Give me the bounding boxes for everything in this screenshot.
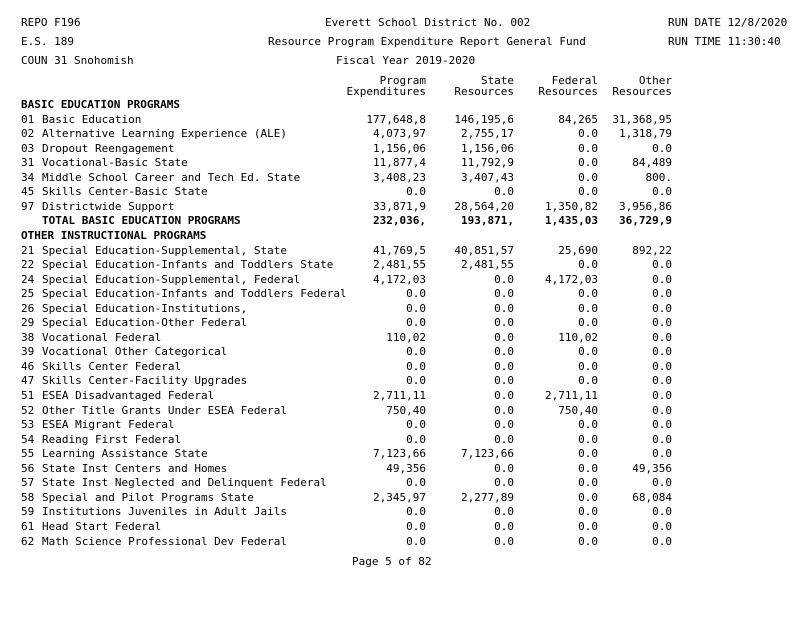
program-code: 22 bbox=[21, 258, 35, 272]
program-code: 58 bbox=[21, 490, 35, 504]
program-code: 02 bbox=[21, 127, 35, 141]
program-expenditure: 750,40 bbox=[386, 403, 426, 417]
page-number: Page 5 of 82 bbox=[352, 555, 432, 568]
col-header-program: Program bbox=[379, 74, 426, 87]
program-expenditure: 0.0 bbox=[406, 301, 426, 315]
state-resources: 3,407,43 bbox=[461, 170, 514, 184]
program-name: TOTAL BASIC EDUCATION PROGRAMS bbox=[42, 214, 241, 228]
state-resources: 0.0 bbox=[494, 403, 514, 417]
state-resources: 0.0 bbox=[494, 316, 514, 330]
other-resources: 0.0 bbox=[652, 345, 672, 359]
program-code: 47 bbox=[21, 374, 35, 388]
federal-resources: 2,711,11 bbox=[545, 389, 598, 402]
federal-resources: 0.0 bbox=[578, 185, 598, 199]
table-row bbox=[0, 491, 800, 505]
federal-resources: 0.0 bbox=[578, 505, 598, 519]
program-name: Special Education-Supplemental, Federal bbox=[42, 272, 301, 286]
program-name: Districtwide Support bbox=[42, 199, 175, 213]
program-name: Special Education-Infants and Toddlers Federal bbox=[42, 287, 347, 301]
table-row bbox=[0, 345, 800, 359]
program-expenditure: 41,769,5 bbox=[373, 243, 426, 257]
program-expenditure: 0.0 bbox=[406, 519, 426, 533]
other-resources: 892,22 bbox=[632, 243, 672, 257]
other-resources: 0.0 bbox=[652, 389, 672, 402]
run-date: RUN DATE 12/8/2020 bbox=[668, 16, 788, 29]
program-code: 34 bbox=[21, 170, 35, 184]
federal-resources: 0.0 bbox=[578, 476, 598, 490]
program-code: 55 bbox=[21, 447, 35, 461]
table-row bbox=[0, 273, 800, 287]
program-code: 51 bbox=[21, 389, 35, 402]
program-expenditure: 2,345,97 bbox=[373, 490, 426, 504]
federal-resources: 0.0 bbox=[578, 127, 598, 141]
program-code: 25 bbox=[21, 287, 35, 301]
program-name: ESEA Migrant Federal bbox=[42, 418, 175, 432]
table-row bbox=[0, 287, 800, 301]
program-expenditure: 0.0 bbox=[406, 534, 426, 548]
program-expenditure: 49,356 bbox=[386, 461, 426, 475]
state-resources: 2,277,89 bbox=[461, 490, 514, 504]
state-resources: 2,755,17 bbox=[461, 127, 514, 141]
other-resources: 0.0 bbox=[652, 403, 672, 417]
program-expenditure: 4,073,97 bbox=[373, 127, 426, 141]
other-resources: 0.0 bbox=[652, 519, 672, 533]
program-expenditure: 0.0 bbox=[406, 432, 426, 446]
program-code: 62 bbox=[21, 534, 35, 548]
table-row bbox=[0, 331, 800, 345]
state-resources: 0.0 bbox=[494, 461, 514, 475]
federal-resources: 0.0 bbox=[578, 534, 598, 548]
program-name: Special Education-Supplemental, State bbox=[42, 243, 288, 257]
col-header-federal-sub: Resources bbox=[538, 85, 598, 98]
program-expenditure: 2,481,55 bbox=[373, 258, 426, 272]
state-resources: 0.0 bbox=[494, 389, 514, 402]
federal-resources: 0.0 bbox=[578, 359, 598, 373]
other-resources: 0.0 bbox=[652, 447, 672, 461]
other-resources: 0.0 bbox=[652, 258, 672, 272]
state-resources: 0.0 bbox=[494, 272, 514, 286]
section-title: BASIC EDUCATION PROGRAMS bbox=[21, 98, 180, 111]
other-resources: 0.0 bbox=[652, 505, 672, 519]
state-resources: 0.0 bbox=[494, 287, 514, 301]
federal-resources: 1,350,82 bbox=[545, 199, 598, 213]
federal-resources: 0.0 bbox=[578, 156, 598, 170]
table-row bbox=[0, 302, 800, 316]
state-resources: 0.0 bbox=[494, 359, 514, 373]
table-row bbox=[0, 447, 800, 461]
col-header-other: Other bbox=[638, 74, 672, 87]
program-name: Vocational Federal bbox=[42, 330, 162, 344]
table-row bbox=[0, 520, 800, 534]
program-name: Skills Center-Facility Upgrades bbox=[42, 374, 248, 388]
state-resources: 0.0 bbox=[494, 185, 514, 199]
table-row bbox=[0, 113, 800, 127]
federal-resources: 0.0 bbox=[578, 461, 598, 475]
other-resources: 0.0 bbox=[652, 432, 672, 446]
program-code: 26 bbox=[21, 301, 35, 315]
other-resources: 68,084 bbox=[632, 490, 672, 504]
other-resources: 0.0 bbox=[652, 374, 672, 388]
program-code: 21 bbox=[21, 243, 35, 257]
state-resources: 0.0 bbox=[494, 432, 514, 446]
other-resources: 0.0 bbox=[652, 272, 672, 286]
program-expenditure: 4,172,03 bbox=[373, 272, 426, 286]
program-name: Math Science Professional Dev Federal bbox=[42, 534, 288, 548]
form-number: E.S. 189 bbox=[21, 35, 74, 48]
state-resources: 146,195,6 bbox=[454, 112, 514, 126]
state-resources: 2,481,55 bbox=[461, 258, 514, 272]
table-row bbox=[0, 360, 800, 374]
other-resources: 49,356 bbox=[632, 461, 672, 475]
other-resources: 31,368,95 bbox=[612, 112, 672, 126]
other-resources: 0.0 bbox=[652, 185, 672, 199]
table-row bbox=[0, 476, 800, 490]
federal-resources: 110,02 bbox=[558, 330, 598, 344]
program-expenditure: 11,877,4 bbox=[373, 156, 426, 170]
program-code: 53 bbox=[21, 418, 35, 432]
federal-resources: 0.0 bbox=[578, 345, 598, 359]
program-code: 45 bbox=[21, 185, 35, 199]
state-resources: 7,123,66 bbox=[461, 447, 514, 461]
state-resources: 0.0 bbox=[494, 505, 514, 519]
district-name: Everett School District No. 002 bbox=[325, 16, 531, 29]
col-header-state: State bbox=[480, 74, 514, 87]
state-resources: 193,871, bbox=[461, 214, 514, 228]
table-row bbox=[0, 535, 800, 549]
program-name: Basic Education bbox=[42, 112, 142, 126]
state-resources: 1,156,06 bbox=[461, 141, 514, 155]
program-code: 01 bbox=[21, 112, 35, 126]
federal-resources: 750,40 bbox=[558, 403, 598, 417]
program-expenditure: 0.0 bbox=[406, 316, 426, 330]
program-name: Special Education-Institutions, bbox=[42, 301, 248, 315]
table-row bbox=[0, 374, 800, 388]
col-header-program-sub: Expenditures bbox=[346, 85, 426, 98]
state-resources: 40,851,57 bbox=[454, 243, 514, 257]
program-expenditure: 232,036, bbox=[373, 214, 426, 228]
state-resources: 0.0 bbox=[494, 534, 514, 548]
program-expenditure: 1,156,06 bbox=[373, 141, 426, 155]
table-row bbox=[0, 244, 800, 258]
program-expenditure: 0.0 bbox=[406, 505, 426, 519]
col-header-state-sub: Resources bbox=[454, 85, 514, 98]
program-code: 57 bbox=[21, 476, 35, 490]
program-code: 59 bbox=[21, 505, 35, 519]
state-resources: 0.0 bbox=[494, 418, 514, 432]
program-code: 03 bbox=[21, 141, 35, 155]
other-resources: 0.0 bbox=[652, 287, 672, 301]
table-row bbox=[0, 258, 800, 272]
state-resources: 0.0 bbox=[494, 301, 514, 315]
table-row bbox=[0, 404, 800, 418]
program-name: Reading First Federal bbox=[42, 432, 182, 446]
program-expenditure: 3,408,23 bbox=[373, 170, 426, 184]
program-code: 46 bbox=[21, 359, 35, 373]
state-resources: 0.0 bbox=[494, 345, 514, 359]
program-expenditure: 0.0 bbox=[406, 345, 426, 359]
program-expenditure: 0.0 bbox=[406, 418, 426, 432]
federal-resources: 0.0 bbox=[578, 519, 598, 533]
table-row bbox=[0, 185, 800, 199]
col-header-federal: Federal bbox=[551, 74, 598, 87]
state-resources: 0.0 bbox=[494, 476, 514, 490]
state-resources: 0.0 bbox=[494, 330, 514, 344]
table-row bbox=[0, 200, 800, 214]
other-resources: 800. bbox=[645, 170, 672, 184]
section-heading bbox=[0, 98, 800, 112]
state-resources: 28,564,20 bbox=[454, 199, 514, 213]
program-expenditure: 2,711,11 bbox=[373, 389, 426, 402]
federal-resources: 25,690 bbox=[558, 243, 598, 257]
other-resources: 0.0 bbox=[652, 141, 672, 155]
federal-resources: 0.0 bbox=[578, 432, 598, 446]
federal-resources: 0.0 bbox=[578, 170, 598, 184]
program-expenditure: 0.0 bbox=[406, 287, 426, 301]
program-name: Special and Pilot Programs State bbox=[42, 490, 254, 504]
program-name: Special Education-Other Federal bbox=[42, 316, 248, 330]
run-time: RUN TIME 11:30:40 bbox=[668, 35, 781, 48]
program-name: Learning Assistance State bbox=[42, 447, 208, 461]
other-resources: 0.0 bbox=[652, 534, 672, 548]
table-row bbox=[0, 171, 800, 185]
other-resources: 0.0 bbox=[652, 330, 672, 344]
federal-resources: 0.0 bbox=[578, 316, 598, 330]
section-heading bbox=[0, 229, 800, 243]
table-row bbox=[0, 316, 800, 330]
report-title: Resource Program Expenditure Report General Fund bbox=[268, 35, 586, 48]
section-title: OTHER INSTRUCTIONAL PROGRAMS bbox=[21, 228, 207, 242]
state-resources: 0.0 bbox=[494, 374, 514, 388]
federal-resources: 0.0 bbox=[578, 141, 598, 155]
program-expenditure: 0.0 bbox=[406, 359, 426, 373]
program-name: State Inst Centers and Homes bbox=[42, 461, 228, 475]
table-row bbox=[0, 462, 800, 476]
program-code: 29 bbox=[21, 316, 35, 330]
state-resources: 11,792,9 bbox=[461, 156, 514, 170]
program-name: Institutions Juveniles in Adult Jails bbox=[42, 505, 288, 519]
table-row bbox=[0, 389, 800, 403]
federal-resources: 0.0 bbox=[578, 447, 598, 461]
federal-resources: 4,172,03 bbox=[545, 272, 598, 286]
program-expenditure: 7,123,66 bbox=[373, 447, 426, 461]
federal-resources: 84,265 bbox=[558, 112, 598, 126]
program-expenditure: 33,871,9 bbox=[373, 199, 426, 213]
federal-resources: 0.0 bbox=[578, 490, 598, 504]
table-row bbox=[0, 127, 800, 141]
federal-resources: 1,435,03 bbox=[545, 214, 598, 228]
program-name: Head Start Federal bbox=[42, 519, 162, 533]
col-header-other-sub: Resources bbox=[612, 85, 672, 98]
county: COUN 31 Snohomish bbox=[21, 54, 134, 67]
program-name: ESEA Disadvantaged Federal bbox=[42, 389, 215, 402]
federal-resources: 0.0 bbox=[578, 374, 598, 388]
federal-resources: 0.0 bbox=[578, 258, 598, 272]
program-expenditure: 177,648,8 bbox=[366, 112, 426, 126]
program-expenditure: 0.0 bbox=[406, 476, 426, 490]
other-resources: 1,318,79 bbox=[619, 127, 672, 141]
program-expenditure: 110,02 bbox=[386, 330, 426, 344]
program-name: Middle School Career and Tech Ed. State bbox=[42, 170, 301, 184]
other-resources: 36,729,9 bbox=[619, 214, 672, 228]
program-name: State Inst Neglected and Delinquent Federal bbox=[42, 476, 327, 490]
program-name: Vocational-Basic State bbox=[42, 156, 188, 170]
program-code: 31 bbox=[21, 156, 35, 170]
fiscal-year: Fiscal Year 2019-2020 bbox=[336, 54, 476, 67]
program-name: Skills Center-Basic State bbox=[42, 185, 208, 199]
federal-resources: 0.0 bbox=[578, 301, 598, 315]
state-resources: 0.0 bbox=[494, 519, 514, 533]
other-resources: 3,956,86 bbox=[619, 199, 672, 213]
program-name: Other Title Grants Under ESEA Federal bbox=[42, 403, 288, 417]
table-row bbox=[0, 433, 800, 447]
program-expenditure: 0.0 bbox=[406, 374, 426, 388]
program-code: 52 bbox=[21, 403, 35, 417]
report-id: REPO F196 bbox=[21, 16, 81, 29]
other-resources: 0.0 bbox=[652, 301, 672, 315]
table-row bbox=[0, 505, 800, 519]
program-name: Special Education-Infants and Toddlers State bbox=[42, 258, 334, 272]
program-name: Dropout Reengagement bbox=[42, 141, 175, 155]
program-code: 97 bbox=[21, 199, 35, 213]
other-resources: 0.0 bbox=[652, 418, 672, 432]
table-row bbox=[0, 156, 800, 170]
other-resources: 0.0 bbox=[652, 476, 672, 490]
program-code: 54 bbox=[21, 432, 35, 446]
program-code: 61 bbox=[21, 519, 35, 533]
program-code: 38 bbox=[21, 330, 35, 344]
program-code: 24 bbox=[21, 272, 35, 286]
other-resources: 84,489 bbox=[632, 156, 672, 170]
table-row bbox=[0, 142, 800, 156]
program-expenditure: 0.0 bbox=[406, 185, 426, 199]
program-name: Alternative Learning Experience (ALE) bbox=[42, 127, 288, 141]
other-resources: 0.0 bbox=[652, 316, 672, 330]
program-code: 39 bbox=[21, 345, 35, 359]
table-row bbox=[0, 418, 800, 432]
total-row bbox=[0, 214, 800, 228]
program-name: Vocational Other Categorical bbox=[42, 345, 228, 359]
other-resources: 0.0 bbox=[652, 359, 672, 373]
federal-resources: 0.0 bbox=[578, 287, 598, 301]
federal-resources: 0.0 bbox=[578, 418, 598, 432]
program-code: 56 bbox=[21, 461, 35, 475]
program-name: Skills Center Federal bbox=[42, 359, 182, 373]
